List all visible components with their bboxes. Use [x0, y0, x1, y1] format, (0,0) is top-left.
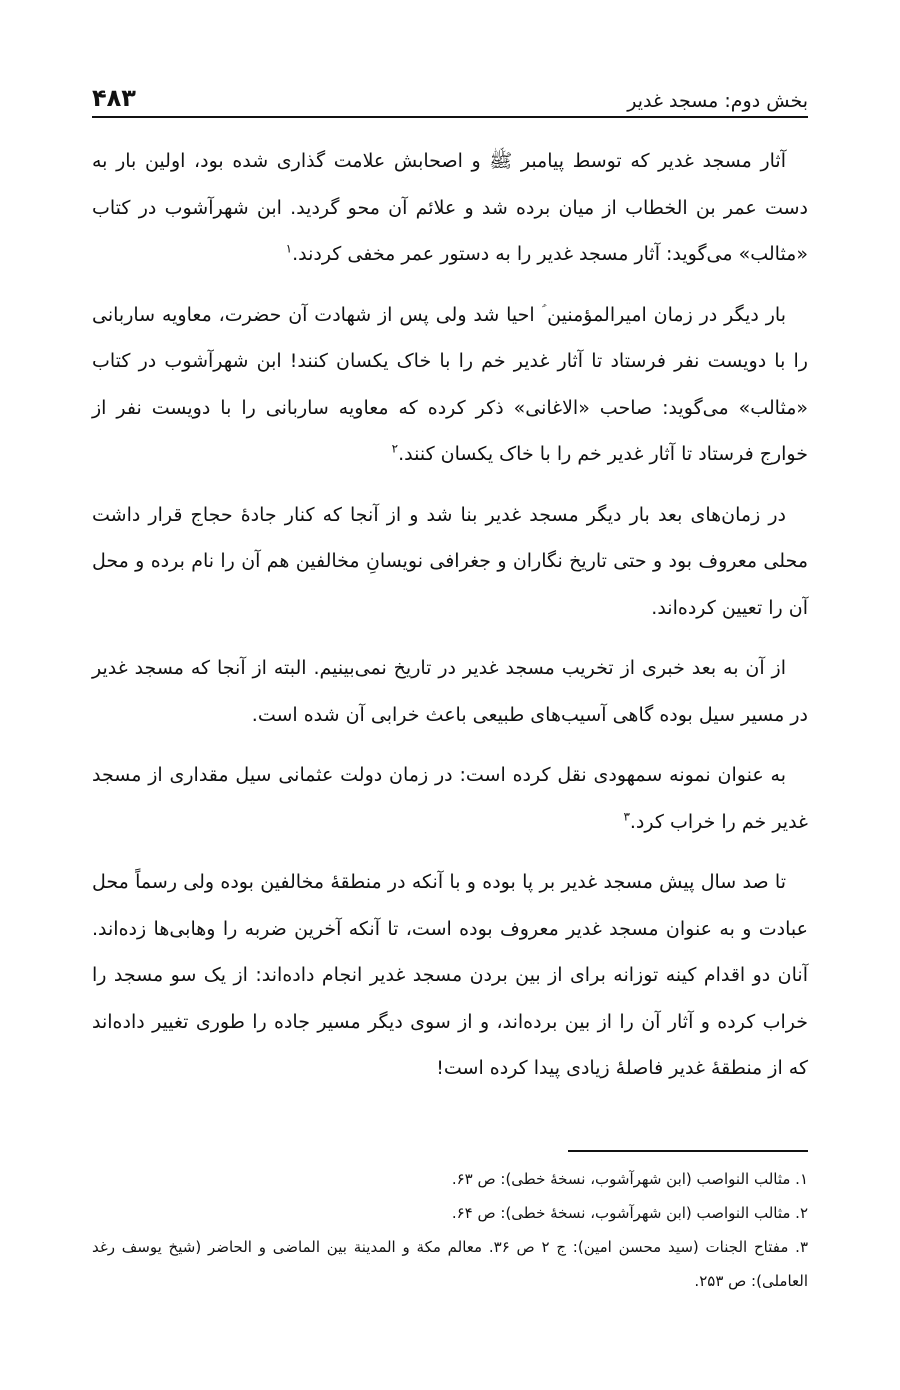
paragraph — [92, 292, 808, 478]
paragraph-text: در زمان‌های بعد بار دیگر مسجد غدیر بنا شد و از آنجا که کنار جادهٔ حجاج قرار داشت محلی معروف بود و حتی تاریخ نگاران و جغرافی نویسانِ مخالفین هم آن را نام برده و محل آن را تعیین کرده‌اند. — [92, 503, 808, 619]
footnote: ۲. مثالب النواصب (ابن شهرآشوب، نسخهٔ خطی): ص ۶۴. — [451, 1204, 808, 1222]
footnote-ref: ۲ — [391, 441, 399, 456]
paragraph — [92, 859, 808, 1092]
paragraph-text: از آن به بعد خبری از تخریب مسجد غدیر در تاریخ نمی‌بینیم. البته از آنجا که مسجد غدیر در مسیر سیل بوده گاهی آسیب‌های طبیعی باعث خرابی آن شده است. — [92, 657, 808, 726]
footnote: ۱. مثالب النواصب (ابن شهرآشوب، نسخهٔ خطی): ص ۶۳. — [451, 1170, 808, 1188]
footnote-ref: ۱ — [285, 241, 293, 256]
paragraph-text: به عنوان نمونه سمهودی نقل کرده است: در زمان دولت عثمانی سیل مقداری از مسجد غدیر خم را خراب کرد. — [92, 764, 808, 833]
footnote-divider — [568, 1150, 808, 1152]
chapter-title: بخش دوم: مسجد غدیر — [627, 90, 808, 112]
paragraph-text: آثار مسجد غدیر که توسط پیامبر ﷺ و اصحابش علامت گذاری شده بود، اولین بار به دست عمر بن الخطاب از میان برده شد و علائم آن محو گردید. ابن شهرآشوب در کتاب «مثالب» می‌گوید: آثار مسجد غدیر را به دستور عمر مخفی کردند. — [92, 150, 808, 265]
page-number: ۴۸۳ — [92, 84, 136, 112]
paragraph — [92, 138, 808, 278]
body-text — [92, 138, 808, 1106]
book-page — [92, 0, 808, 1390]
footnote: ۳. مفتاح الجنات (سید محسن امین): ج ۲ ص ۳۶. معالم مکة و المدینة بین الماضی و الحاضر (شیخ یوسف رغد العاملی): ص ۲۵۳. — [92, 1238, 808, 1290]
footnotes — [92, 1162, 808, 1298]
paragraph-text: بار دیگر در زمان امیرالمؤمنین ؑ احیا شد ولی پس از شهادت آن حضرت، معاویه ساربانی را با دویست نفر فرستاد تا آثار غدیر خم را با خاک یکسان کنند! ابن شهرآشوب در کتاب «مثالب» می‌گوید: صاحب «الاغانی» ذکر کرده که معاویه ساربانی را با دویست نفر از خوارج فرستاد تا آثار غدیر خم را با خاک یکسان کنند. — [92, 303, 808, 465]
paragraph-text: تا صد سال پیش مسجد غدیر بر پا بوده و با آنکه در منطقهٔ مخالفین بوده ولی رسماً محل عبادت و به عنوان مسجد غدیر معروف بوده است، تا آنکه آخرین ضربه را وهابی‌ها زده‌اند. آنان دو اقدام کینه توزانه برای از بین بردن مسجد غدیر انجام داده‌اند: از یک سو مسجد را خراب کرده و آثار آن را از بین برده‌اند، و از سوی دیگر مسیر جاده را طوری تغییر داده‌اند که از منطقهٔ غدیر فاصلهٔ زیادی پیدا کرده است! — [92, 871, 808, 1079]
paragraph — [92, 645, 808, 738]
paragraph — [92, 752, 808, 845]
footnote-ref: ۳ — [623, 809, 630, 824]
page-header — [92, 72, 808, 118]
paragraph — [92, 492, 808, 632]
